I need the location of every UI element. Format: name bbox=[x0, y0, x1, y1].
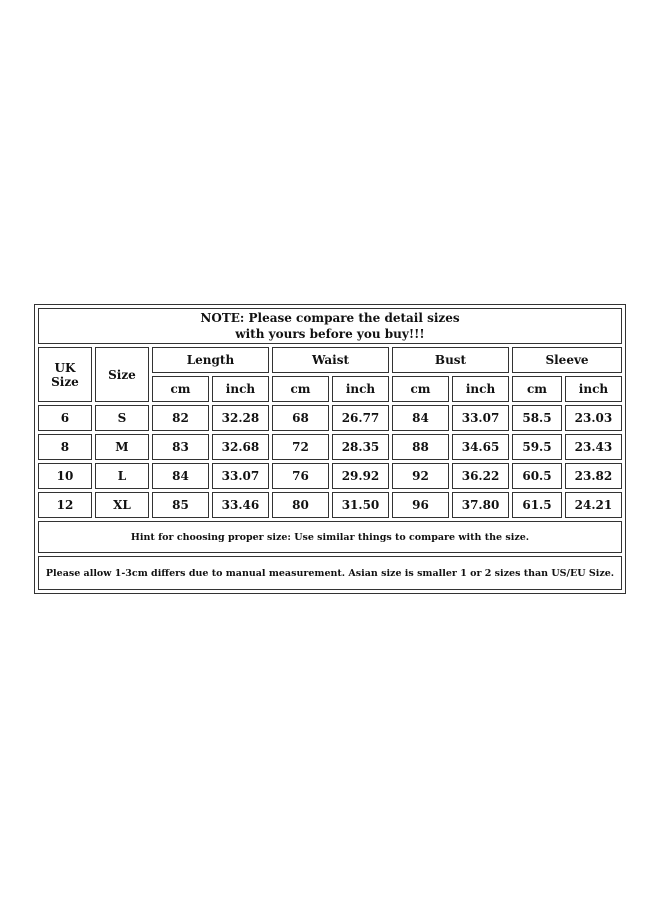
header-size: Size bbox=[95, 347, 149, 402]
length-inch-cell: 32.28 bbox=[212, 405, 269, 431]
waist-cm-cell: 80 bbox=[272, 492, 329, 518]
length-inch-cell: 33.46 bbox=[212, 492, 269, 518]
uk-size-cell: 12 bbox=[38, 492, 92, 518]
note-row bbox=[38, 308, 622, 344]
waist-cm-cell: 76 bbox=[272, 463, 329, 489]
table-row bbox=[38, 492, 622, 518]
header-bust: Bust bbox=[392, 347, 509, 373]
unit-waist-inch: inch bbox=[332, 376, 389, 402]
bust-cm-cell: 96 bbox=[392, 492, 449, 518]
table-row bbox=[38, 463, 622, 489]
hint-text: Hint for choosing proper size: Use similar things to compare with the size. bbox=[38, 521, 622, 553]
table-row bbox=[38, 434, 622, 460]
unit-length-inch: inch bbox=[212, 376, 269, 402]
bust-cm-cell: 92 bbox=[392, 463, 449, 489]
header-sleeve: Sleeve bbox=[512, 347, 622, 373]
unit-waist-cm: cm bbox=[272, 376, 329, 402]
header-uk-size: UK Size bbox=[38, 347, 92, 402]
length-cm-cell: 82 bbox=[152, 405, 209, 431]
waist-cm-cell: 72 bbox=[272, 434, 329, 460]
unit-length-cm: cm bbox=[152, 376, 209, 402]
disclaimer-row bbox=[38, 556, 622, 590]
sleeve-inch-cell: 24.21 bbox=[565, 492, 622, 518]
note-line-1: NOTE: Please compare the detail sizes bbox=[200, 311, 460, 325]
length-inch-cell: 32.68 bbox=[212, 434, 269, 460]
hint-row bbox=[38, 521, 622, 553]
sleeve-cm-cell: 58.5 bbox=[512, 405, 562, 431]
waist-inch-cell: 31.50 bbox=[332, 492, 389, 518]
waist-inch-cell: 29.92 bbox=[332, 463, 389, 489]
unit-sleeve-cm: cm bbox=[512, 376, 562, 402]
table-row bbox=[38, 405, 622, 431]
bust-inch-cell: 33.07 bbox=[452, 405, 509, 431]
size-cell: M bbox=[95, 434, 149, 460]
size-cell: S bbox=[95, 405, 149, 431]
bust-cm-cell: 84 bbox=[392, 405, 449, 431]
sleeve-inch-cell: 23.03 bbox=[565, 405, 622, 431]
size-chart-table bbox=[34, 304, 626, 594]
length-inch-cell: 33.07 bbox=[212, 463, 269, 489]
unit-bust-inch: inch bbox=[452, 376, 509, 402]
size-chart-container bbox=[34, 304, 626, 594]
uk-size-cell: 8 bbox=[38, 434, 92, 460]
sleeve-cm-cell: 59.5 bbox=[512, 434, 562, 460]
sleeve-inch-cell: 23.43 bbox=[565, 434, 622, 460]
disclaimer-text: Please allow 1-3cm differs due to manual measurement. Asian size is smaller 1 or 2 sizes than US/EU Size. bbox=[38, 556, 622, 590]
sleeve-inch-cell: 23.82 bbox=[565, 463, 622, 489]
unit-bust-cm: cm bbox=[392, 376, 449, 402]
header-row bbox=[38, 347, 622, 373]
bust-inch-cell: 34.65 bbox=[452, 434, 509, 460]
uk-size-cell: 10 bbox=[38, 463, 92, 489]
header-length: Length bbox=[152, 347, 269, 373]
size-cell: XL bbox=[95, 492, 149, 518]
header-waist: Waist bbox=[272, 347, 389, 373]
waist-inch-cell: 28.35 bbox=[332, 434, 389, 460]
sleeve-cm-cell: 60.5 bbox=[512, 463, 562, 489]
length-cm-cell: 85 bbox=[152, 492, 209, 518]
length-cm-cell: 83 bbox=[152, 434, 209, 460]
bust-inch-cell: 37.80 bbox=[452, 492, 509, 518]
bust-inch-cell: 36.22 bbox=[452, 463, 509, 489]
waist-cm-cell: 68 bbox=[272, 405, 329, 431]
bust-cm-cell: 88 bbox=[392, 434, 449, 460]
sleeve-cm-cell: 61.5 bbox=[512, 492, 562, 518]
note-cell bbox=[38, 308, 622, 344]
waist-inch-cell: 26.77 bbox=[332, 405, 389, 431]
uk-size-cell: 6 bbox=[38, 405, 92, 431]
unit-sleeve-inch: inch bbox=[565, 376, 622, 402]
size-cell: L bbox=[95, 463, 149, 489]
length-cm-cell: 84 bbox=[152, 463, 209, 489]
note-line-2: with yours before you buy!!! bbox=[235, 327, 425, 341]
